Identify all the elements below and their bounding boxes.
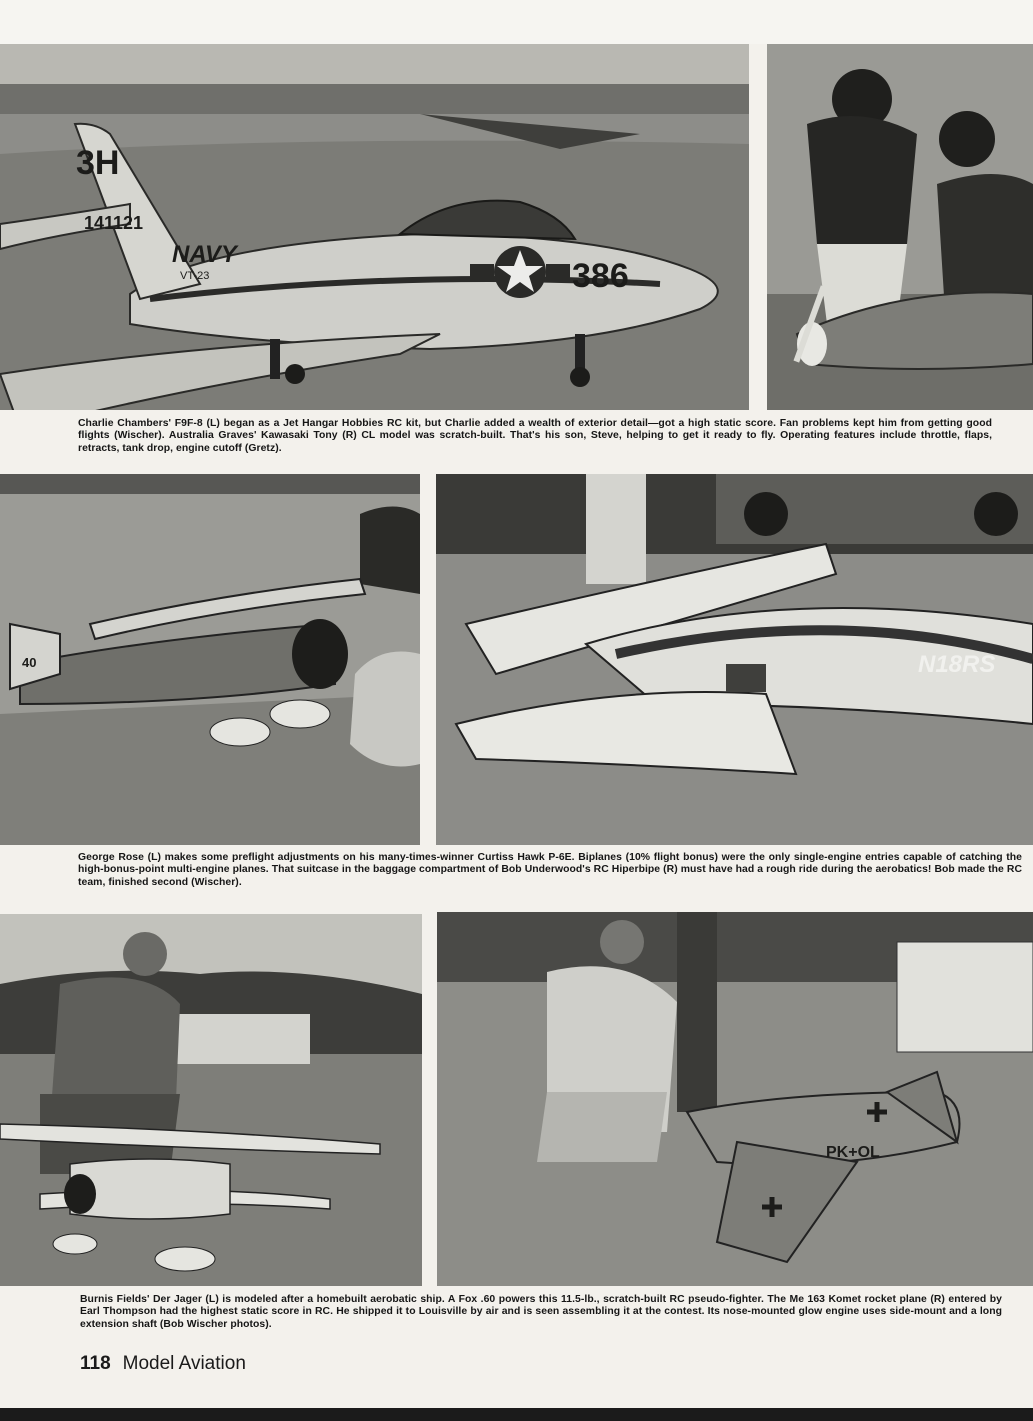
caption-1: Charlie Chambers' F9F-8 (L) began as a Jet Hangar Hobbies RC kit, but Charlie added a wealth of exterior detail—got a high static score. Fan problems kept him from getting good flights (Wischer). Australia Graves' Kawasaki Tony (R) CL model was scratch-built. That's his son, Steve, helping to get it ready to fly. Operating features include throttle, flaps, retracts, tank drop, engine cutoff (Gretz). (78, 418, 992, 454)
photo-hiperbipe (436, 474, 1033, 845)
f9f-number: 386 (572, 257, 629, 295)
komet-code: PK+OL (826, 1144, 880, 1161)
hawk-number: 40 (22, 655, 37, 670)
photo-f9f-jet (0, 44, 749, 410)
top-margin (0, 0, 1033, 44)
f9f-squadron: VT-23 (180, 270, 210, 282)
photo-curtiss-hawk (0, 474, 420, 845)
photo-kawasaki-tony (767, 44, 1033, 410)
scan-edge (0, 1408, 1033, 1421)
page-footer (80, 1353, 246, 1375)
caption-3: Burnis Fields' Der Jager (L) is modeled after a homebuilt aerobatic ship. A Fox .60 powers this 11.5-lb., scratch-built RC pseudo-fighter. The Me 163 Komet rocket plane (R) entered by Earl Thompson had the highest static score in RC. He shipped it to Louisville by air and is seen assembling it at the contest. Its nose-mounted glow engine uses side-mount and a long extension shaft (Bob Wischer photos). (80, 1294, 1002, 1330)
f9f-serial: 141121 (84, 213, 144, 233)
f9f-service: NAVY (172, 241, 237, 268)
photo-me163-komet (437, 912, 1033, 1286)
caption-2: George Rose (L) makes some preflight adjustments on his many-times-winner Curtiss Hawk P-6E. Biplanes (10% flight bonus) were the only single-engine entries capable of catching the high-bonus-point multi-engine planes. That suitcase in the baggage compartment of Bob Underwood's RC Hiperbipe (R) must have had a rough ride during the aerobatics! Bob made the RC team, finished second (Wischer). (78, 852, 1022, 888)
magazine-name: Model Aviation (122, 1353, 246, 1374)
f9f-tail-code: 3H (76, 144, 120, 182)
photo-der-jager (0, 914, 422, 1286)
hiperbipe-registration: N18RS (918, 651, 996, 678)
page-number: 118 (80, 1353, 111, 1374)
